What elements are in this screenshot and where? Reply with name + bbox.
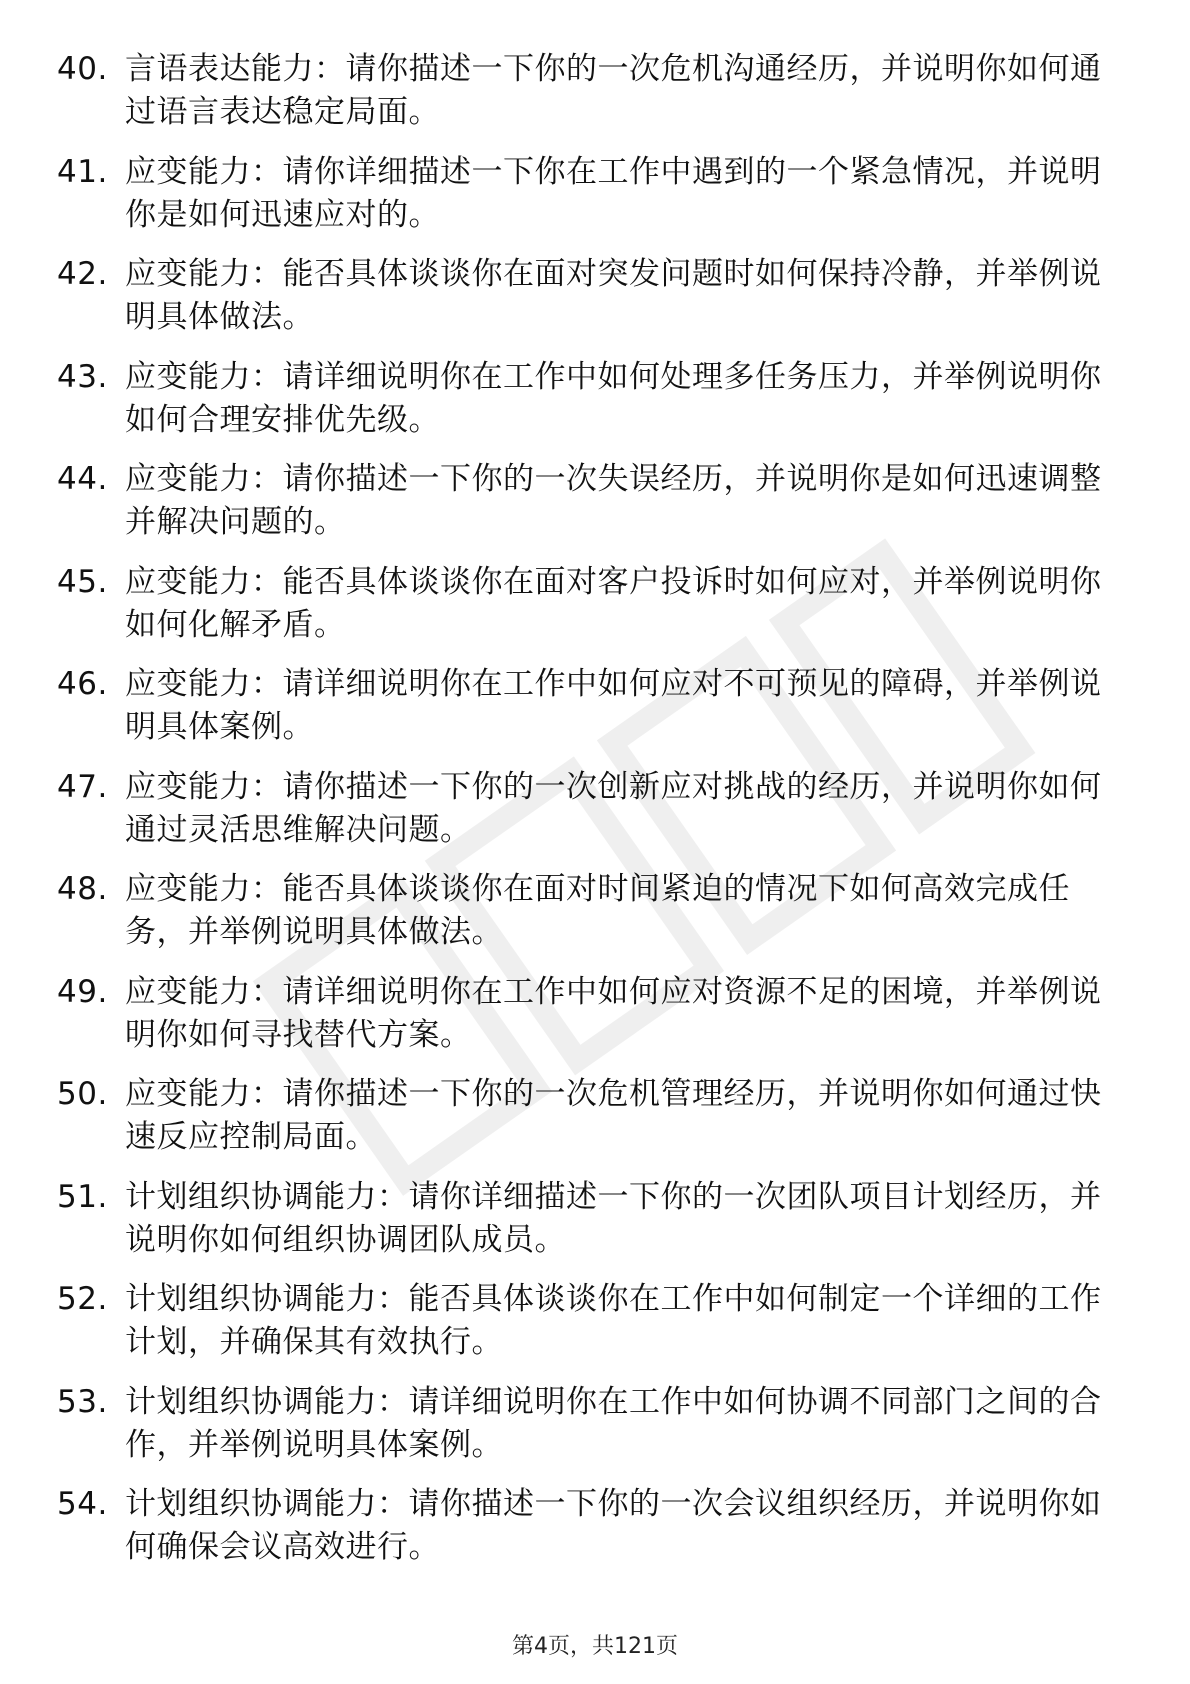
question-item xyxy=(57,561,1132,647)
question-text: 言语表达能力：请你描述一下你的一次危机沟通经历，并说明你如何通过语言表达稳定局面。 xyxy=(125,51,1102,130)
question-text: 应变能力：请你描述一下你的一次创新应对挑战的经历，并说明你如何通过灵活思维解决问题。 xyxy=(125,768,1102,848)
question-number: 53. xyxy=(57,1383,108,1420)
question-item xyxy=(57,48,1132,134)
question-list xyxy=(57,48,1132,1586)
question-item xyxy=(57,1073,1132,1159)
question-item xyxy=(57,971,1132,1057)
question-item xyxy=(57,1483,1132,1569)
question-text: 应变能力：请详细说明你在工作中如何应对不可预见的障碍，并举例说明具体案例。 xyxy=(125,666,1102,745)
question-text: 计划组织协调能力：请详细说明你在工作中如何协调不同部门之间的合作，并举例说明具体案例。 xyxy=(125,1383,1102,1463)
question-number: 54. xyxy=(57,1486,108,1522)
question-text: 应变能力：请详细说明你在工作中如何应对资源不足的困境，并举例说明你如何寻找替代方案。 xyxy=(125,973,1102,1053)
question-number: 44. xyxy=(57,461,108,497)
question-text: 应变能力：请你描述一下你的一次危机管理经历，并说明你如何通过快速反应控制局面。 xyxy=(125,1076,1102,1155)
question-number: 48. xyxy=(57,871,108,907)
question-item xyxy=(57,1176,1132,1262)
question-text: 应变能力：能否具体谈谈你在面对时间紧迫的情况下如何高效完成任务，并举例说明具体做法。 xyxy=(125,871,1070,950)
question-number: 42. xyxy=(57,256,108,292)
question-number: 49. xyxy=(57,973,108,1010)
question-number: 40. xyxy=(57,51,108,87)
question-number: 41. xyxy=(57,153,108,190)
question-text: 应变能力：请你详细描述一下你在工作中遇到的一个紧急情况，并说明你是如何迅速应对的。 xyxy=(125,153,1102,233)
question-text: 应变能力：请详细说明你在工作中如何处理多任务压力，并举例说明你如何合理安排优先级。 xyxy=(125,358,1102,438)
question-text: 应变能力：能否具体谈谈你在面对客户投诉时如何应对，并举例说明你如何化解矛盾。 xyxy=(125,563,1102,643)
question-number: 45. xyxy=(57,563,108,600)
question-text: 应变能力：能否具体谈谈你在面对突发问题时如何保持冷静，并举例说明具体做法。 xyxy=(125,256,1102,335)
question-item xyxy=(57,663,1132,749)
question-number: 43. xyxy=(57,358,108,395)
question-item xyxy=(57,1278,1132,1364)
question-number: 52. xyxy=(57,1281,108,1317)
question-item xyxy=(57,868,1132,954)
question-item xyxy=(57,151,1132,237)
question-number: 46. xyxy=(57,666,108,702)
question-number: 47. xyxy=(57,768,108,805)
question-item xyxy=(57,766,1132,852)
question-item xyxy=(57,1381,1132,1467)
question-text: 计划组织协调能力：请你描述一下你的一次会议组织经历，并说明你如何确保会议高效进行。 xyxy=(125,1486,1102,1565)
question-text: 计划组织协调能力：能否具体谈谈你在工作中如何制定一个详细的工作计划，并确保其有效执行。 xyxy=(125,1281,1102,1360)
question-text: 计划组织协调能力：请你详细描述一下你的一次团队项目计划经历，并说明你如何组织协调团队成员。 xyxy=(125,1178,1102,1258)
page-footer: 第4页，共121页 xyxy=(512,1634,678,1659)
question-item xyxy=(57,458,1132,544)
question-number: 50. xyxy=(57,1076,108,1112)
question-text: 应变能力：请你描述一下你的一次失误经历，并说明你是如何迅速调整并解决问题的。 xyxy=(125,461,1102,540)
question-number: 51. xyxy=(57,1178,108,1215)
question-item xyxy=(57,356,1132,442)
question-item xyxy=(57,253,1132,339)
